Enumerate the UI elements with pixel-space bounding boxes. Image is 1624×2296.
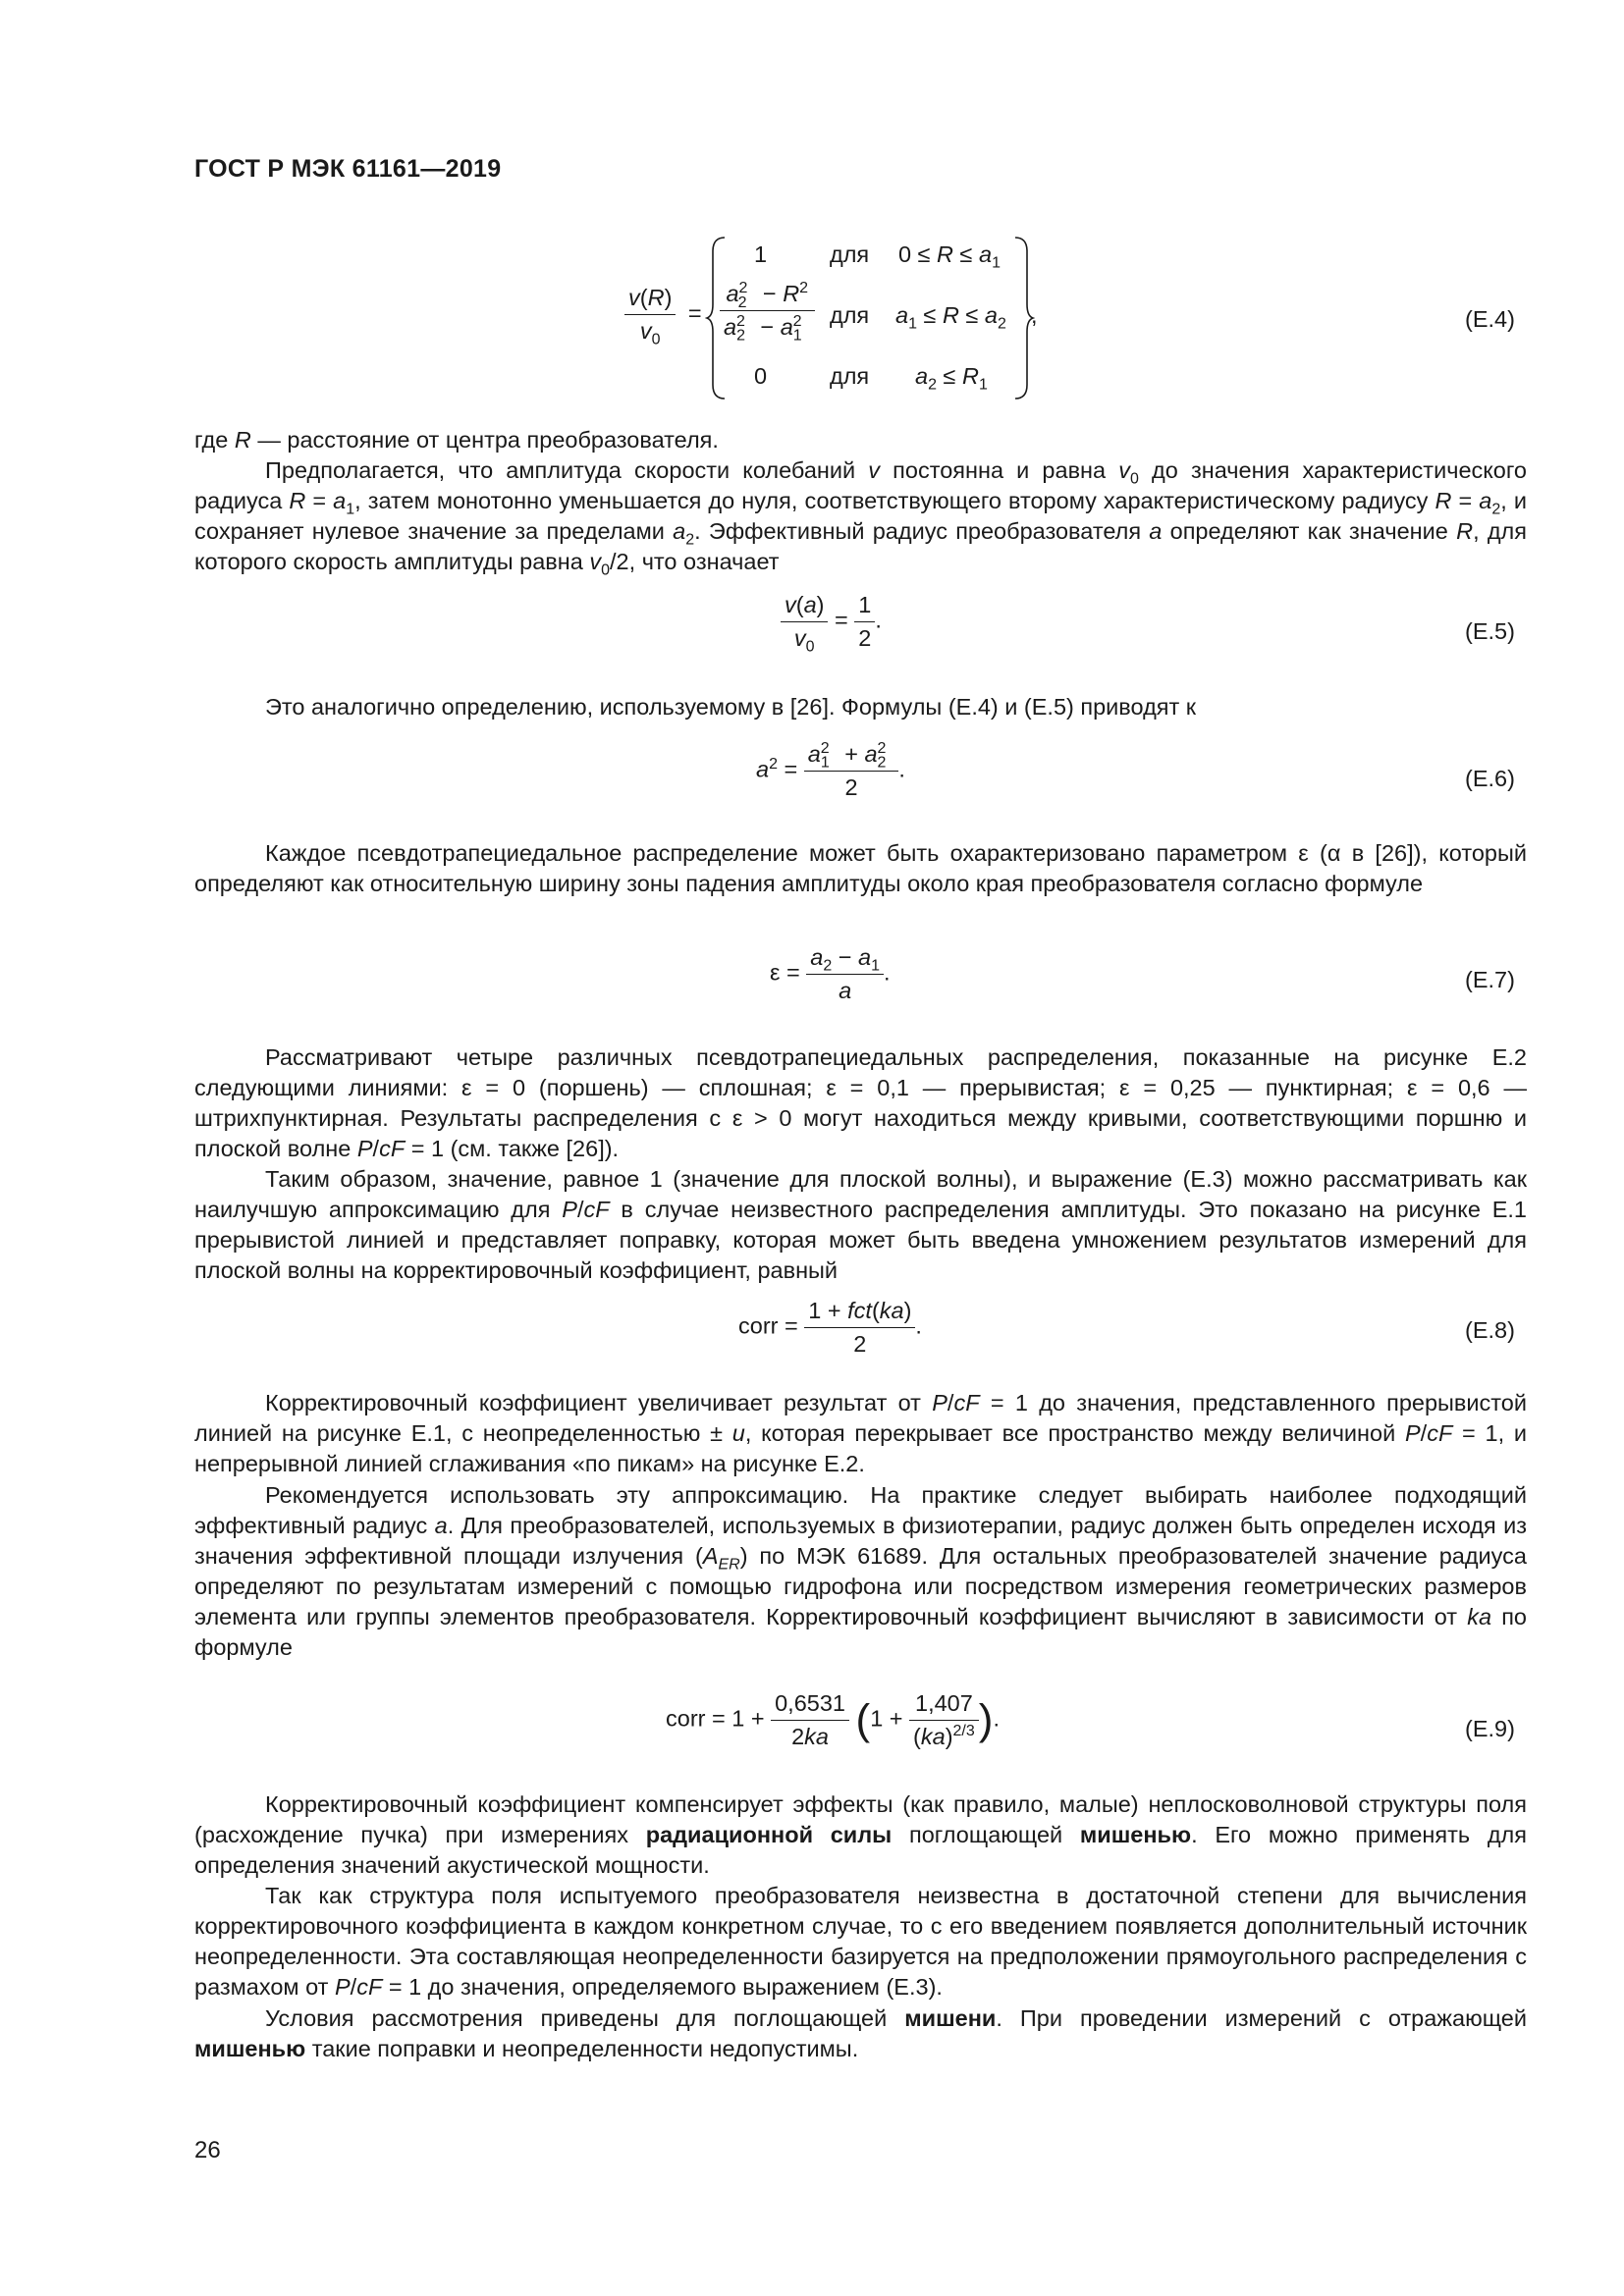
document-header: ГОСТ Р МЭК 61161—2019 (194, 155, 502, 183)
e4-case1-cond: $0 \le R \le a_1$ (898, 241, 1001, 272)
paragraph-10: Так как структура поля испытуемого преобразователя неизвестна в достаточной степени для вычисления корректировочного коэффициента в каждом конкретном случае, то с его введением появляется дополнительный источник неопределенности. Эта составляющая неопределенности базируется на предположении прямоугольного распределения с размахом от P/cF = 1 до значения, определяемого выражением (E.3). (194, 1883, 1527, 2000)
paragraph-1: где R — расстояние от центра преобразователя. (194, 427, 719, 453)
page-number: 26 (194, 2137, 221, 2163)
paragraph-4: Каждое псевдотрапециедальное распределение может быть охарактеризовано параметром ε (α в [26]), который определяют как относительную ширину зоны падения амплитуды около края преобразователя согласно формуле (194, 840, 1527, 896)
paragraph-11: Условия рассмотрения приведены для поглощающей мишени. При проведении измерений с отражающей мишенью такие поправки и неопределенности недопустимы. (194, 2005, 1527, 2061)
e7-number: (E.7) (1465, 967, 1515, 992)
e4-case2-frac: $\frac{a_2^2 - R^2}{a_2^2 - a_1^2}$ (720, 281, 815, 341)
paragraph-6: Таким образом, значение, равное 1 (значение для плоской волны), и выражение (E.3) можно рассматривать как наилучшую аппроксимацию для P/cF в случае неизвестного распределения амплитуды. Это показано на рисунке E.1 прерывистой линией и представляет поправку, которая может быть введена умножением результатов измерений для плоской волны на корректировочный коэффициент, равный (194, 1166, 1527, 1283)
equation-e8: corr = $\frac{\text{1 + fct(ka)}}{2}$ . (738, 1298, 922, 1357)
e4-case1-word: для (830, 241, 870, 267)
e4-case1: 1 (754, 241, 768, 267)
paragraph-9: Корректировочный коэффициент компенсирует эффекты (как правило, малые) неплосковолновой структуры поля (расхождение пучка) при измерениях радиационной силы поглощающей мишенью. Его можно применять для определения значений акустической мощности. (194, 1791, 1527, 1878)
equation-e9: corr = 1 + $\frac{0,6531}{2ka}$ (1 + $\frac{1,407}{(ka)^{2/3}}$ ). (666, 1690, 1000, 1749)
e4-case2-cond: $a_1 \le R \le a_2$ (895, 302, 1006, 333)
e4-case3-word: для (830, 363, 870, 389)
equation-e5: $\frac{v(a)}{v_0}$ = $\frac{1}{2}$ . (781, 592, 882, 652)
e4-case3: 0 (754, 363, 768, 389)
paragraph-8: Рекомендуется использовать эту аппроксимацию. На практике следует выбирать наиболее подходящий эффективный радиус a. Для преобразователей, используемых в физиотерапии, радиус должен быть определен исходя из значения эффективной площади излучения $(A_{ER})$ по МЭК 61689. Для остальных преобразователей значение радиуса определяют по результатам измерений с помощью гидрофона или посредством измерения геометрических размеров элемента или группы элементов преобразователя. Корректировочный коэффициент вычисляют в зависимости от ka по формуле (194, 1482, 1527, 1660)
paragraph-2: Предполагается, что амплитуда скорости колебаний v постоянна и равна $v_0$ до значения характеристического радиуса $R = a_1$, затем монотонно уменьшается до нуля, соответствующего второму характеристическому радиусу $R = a_2$, и сохраняет нулевое значение за пределами $a_2$. Эффективный радиус преобразователя a определяют как значение R, для которого скорость амплитуды равна $v_0/2$, что означает (194, 457, 1528, 579)
paragraph-3: Это аналогично определению, используемому в [26]. Формулы (E.4) и (E.5) приводят к (265, 694, 1197, 720)
e4-lhs: $\frac{v(R)}{v_0}$ = (624, 285, 702, 345)
equation-e6: $a^2$ = $\frac{a_1^2 + a_2^2}{2}$ . (756, 740, 905, 800)
paragraph-5: Рассматривают четыре различных псевдотрапециедальных распределения, показанные на рисунке E.2 следующими линиями: ε = 0 (поршень) — сплошная; ε = 0,1 — прерывистая; ε = 0,25 — пунктирная; ε = 0,6 — штрихпунктирная. Результаты распределения с ε > 0 могут находиться между кривыми, соответствующими поршню и плоской волне P/cF = 1 (см. также [26]). (194, 1044, 1527, 1161)
e4-number: (E.4) (1465, 306, 1515, 332)
document-page: ГОСТ Р МЭК 61161—2019 $\frac{v(R)}{v_0}$ = 1 для $0 \le R \le a_1$ $\frac{a_2^2 - R^2}{a_2^2 - a_1^2}$ для $a_1 \le R \le a_2$ 0 для $a_2 \le R_1$ , (E.4) где R — расстояние от центра преобразователя. Предполагается, что амплитуда скорости колебаний v постоянна и равна $v_0$ до значения характеристического радиуса $R = a_1$, затем монотонно уменьшается до нуля, соответствующего второму характеристическому радиусу $R = a_2$, и сохраняет нулевое значение за пределами $a_2$. Эффективный радиус преобразователя a определяют как значение R, для которого скорость амплитуды равна $v_0/2$, что означает $\frac{v(a)}{v_0}$ = $\frac{1}{2}$ . (E.5) Это аналогично определению, используемому в [26]. Формулы (E.4) и (E.5) приводят к $a^2$ = $\frac{a_1^2 + a_2^2}{2}$ . (E.6) Каждое псевдотрапециедальное распределение может быть охарактеризовано параметром ε (α в [26]), который определяют как относительную ширину зоны падения амплитуды около края преобразователя согласно формуле ε = $\frac{a_2 - a_1}{a}$ . (E.7) Рассматривают четыре различных псевдотрапециедальных распределения, показанные на рисунке E.2 следующими линиями: ε = 0 (поршень) — сплошная; ε = 0,1 — прерывистая; ε = 0,25 — пунктирная; ε = 0,6 — штрихпунктирная. Результаты распределения с ε > 0 могут находиться между кривыми, соответствующими поршню и плоской волне P/cF = 1 (см. также [26]). Таким образом, значение, равное 1 (значение для плоской волны), и выражение (E.3) можно рассматривать как наилучшую аппроксимацию для P/cF в случае неизвестного распределения амплитуды. Это показано на рисунке E.1 прерывистой линией и представляет поправку, которая может быть введена умножением результатов измерений для плоской волны на корректировочный коэффициент, равный corr = $\frac{\text{1 + fct(ka)}}{2}$ . (E.8) Корректировочный коэффициент увеличивает результат от P/cF = 1 до значения, представленного прерывистой линией на рисунке E.1, с неопределенностью ± u, которая перекрывает все пространство между величиной P/cF = 1, и непрерывной линией сглаживания «по пикам» на рисунке E.2. Рекомендуется использовать эту аппроксимацию. На практике следует выбирать наиболее подходящий эффективный радиус a. Для преобразователей, используемых в физиотерапии, радиус должен быть определен исходя из значения эффективной площади излучения $(A_{ER})$ по МЭК 61689. Для остальных преобразователей значение радиуса определяют по результатам измерений с помощью гидрофона или посредством измерения геометрических размеров элемента или группы элементов преобразователя. Корректировочный коэффициент вычисляют в зависимости от ka по формуле corr = 1 + $\frac{0,6531}{2ka}$ (1 + $\frac{1,407}{(ka)^{2/3}}$ ). (E.9) Корректировочный коэффициент компенсирует эффекты (как правило, малые) неплосковолновой структуры поля (расхождение пучка) при измерениях радиационной силы поглощающей мишенью. Его можно применять для определения значений акустической мощности. Так как структура поля испытуемого преобразователя неизвестна в достаточной степени для вычисления корректировочного коэффициента в каждом конкретном случае, то с его введением появляется дополнительный источник неопределенности. Эта составляющая неопределенности базируется на предположении прямоугольного распределения с размахом от P/cF = 1 до значения, определяемого выражением (E.3). Условия рассмотрения приведены для поглощающей мишени. При проведении измерений с отражающей мишенью такие поправки и неопределенности недопустимы. 26 (194, 155, 1528, 2163)
e5-number: (E.5) (1465, 618, 1515, 644)
e6-number: (E.6) (1465, 766, 1515, 791)
paragraph-7: Корректировочный коэффициент увеличивает результат от P/cF = 1 до значения, представленного прерывистой линией на рисунке E.1, с неопределенностью ± u, которая перекрывает все пространство между величиной P/cF = 1, и непрерывной линией сглаживания «по пикам» на рисунке E.2. (194, 1390, 1527, 1476)
e4-case2-word: для (830, 302, 870, 328)
equation-e7: ε = $\frac{a_2 - a_1}{a}$ . (770, 944, 891, 1003)
e9-number: (E.9) (1465, 1716, 1515, 1741)
e4-case3-cond: $a_2 \le R_1$ (915, 363, 988, 394)
e8-number: (E.8) (1465, 1317, 1515, 1343)
